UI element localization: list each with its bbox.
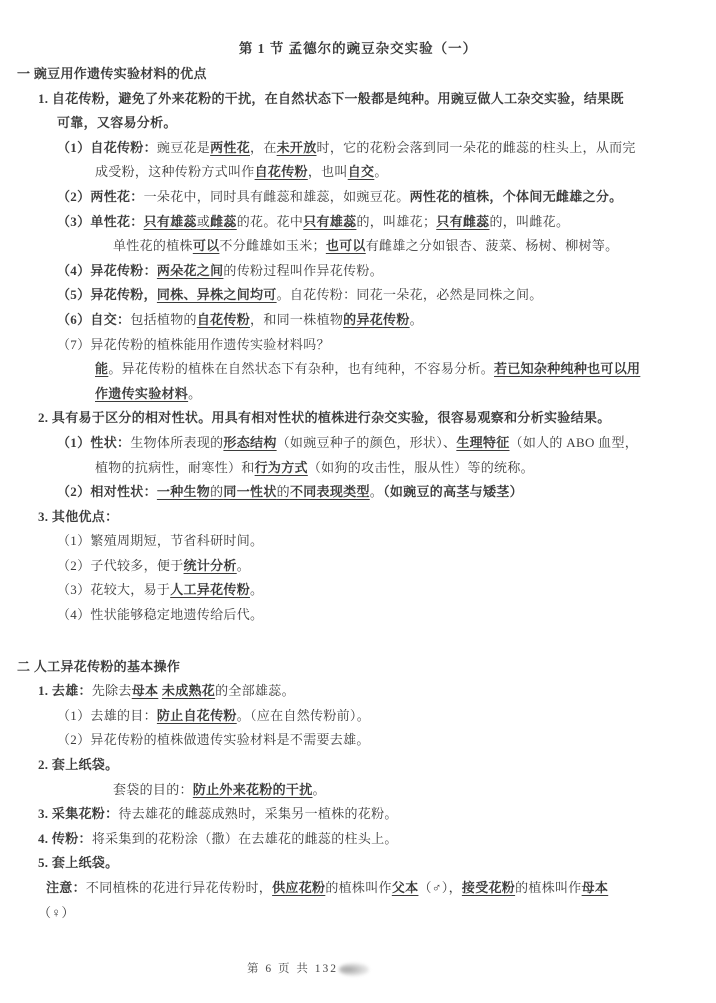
text-line [0,827,716,852]
redaction-smudge [339,963,369,976]
text-run: 若已知杂种纯种也可以用 [494,361,641,377]
text-run: 注意： [46,880,86,895]
text-line [0,778,716,803]
text-run: 。 [188,385,202,401]
text-run: （如狗的攻击性，服从性）等的统称。 [307,459,534,475]
text-run: 行为方式 [254,459,308,475]
text-run: 将采集到的花粉涂（撒）在去雄花的雌蕊的柱头上。 [91,830,398,846]
text-run: 时，它的花粉会落到同一朵花的雌蕊的柱头上，从而完 [316,139,636,155]
text-line [0,851,716,876]
text-run: 不分雌雄如玉米； [219,238,326,254]
text-run: 自花传粉 [196,311,251,327]
text-run: 1. 去雄： [38,683,92,699]
text-run: 2. 套上纸袋。 [38,757,119,773]
text-run: 接受花粉 [461,880,516,895]
text-run: 生理特征 [456,434,510,450]
text-line [0,480,716,505]
text-run: （5）异花传粉， [57,287,157,303]
text-run: 套袋的目的： [113,781,193,797]
text-run: 的植株叫作 [325,880,392,895]
page-title: 第 1 节 孟德尔的豌豆杂交实验（一） [238,41,478,56]
text-run: 作遗传实验材料 [95,385,189,401]
text-run: （2）相对性状： [57,484,157,500]
text-line [0,382,716,407]
text-run: 先除去 [91,683,132,699]
text-run: 一 豌豆用作遗传实验材料的优点 [17,66,207,81]
text-run: （6）自交： [57,311,131,327]
text-run: 。（应在自然传粉前）。 [236,707,371,723]
text-run: 1. 自花传粉，避免了外来花粉的干扰，在自然状态下一般都是纯种。用豌豆做人工杂交实验，结果既 [38,90,624,106]
text-run: （1）繁殖周期短，节省科研时间。 [57,533,264,549]
page-footer [0,960,716,976]
text-run: （4）异花传粉： [57,262,157,278]
text-line [0,505,716,530]
text-run: 成受粉，这种传粉方式叫作 [95,164,255,180]
text-line [0,185,716,210]
text-run: 同一性状 [223,484,277,500]
text-line [0,753,716,778]
text-run: 的花。花中 [236,213,304,229]
text-run: 人工异花传粉 [170,582,251,598]
text-run: 的传粉过程叫作异花传粉。 [223,262,384,278]
text-run: 。 [250,582,264,598]
text-line [0,578,716,603]
text-line [0,876,716,901]
text-line [0,160,716,185]
text-run: 统计分析 [183,557,237,573]
text-line [0,283,716,308]
text-line [0,431,716,456]
text-run: （1）自花传粉： [57,139,157,155]
text-run: 也可以 [325,238,366,254]
text-run: （4）性状能够稳定地遗传给后代。 [57,607,264,623]
text-run: 同株、异株之间均可 [156,287,277,303]
text-line [0,308,716,333]
text-run: （7）异花传粉的植株能用作遗传实验材料吗？ [57,336,330,352]
text-line [0,357,716,382]
text-line [0,259,716,284]
text-run: 。 [236,557,251,573]
text-run: 4. 传粉： [38,830,92,846]
text-run: 3. 采集花粉： [38,806,119,822]
text-line [0,679,716,704]
text-run: 能 [95,361,109,377]
text-run: 父本 [391,880,419,895]
text-run: （3）单性花： [57,213,144,229]
text-line [0,210,716,235]
text-run: 的全部雄蕊。 [215,683,295,699]
text-run: 不同植株的花进行异花传粉时， [85,880,273,895]
text-run: 的，叫雄花； [356,213,437,229]
text-run: （1）去雄的目： [57,707,157,723]
text-run: （1）性状： [57,434,131,450]
text-line [0,136,716,161]
text-run: 待去雄花的雌蕊成熟时，采集另一植株的花粉。 [118,806,398,822]
text-line [0,111,716,136]
text-run: 不同表现类型 [289,484,370,500]
text-run: 植物的抗病性，耐寒性）和 [95,459,255,475]
text-run: 。 [312,781,326,797]
text-run: 。自花传粉：同花一朵花，必然是同株之间。 [276,287,543,303]
text-run: 二 人工异花传粉的基本操作 [17,658,181,674]
text-line [0,704,716,729]
text-run: 雌蕊 [210,213,237,229]
text-run: （2）子代较多，便于 [57,557,184,573]
text-run: 两朵花之间 [156,262,224,278]
text-run: 未成熟花 [161,683,216,699]
text-run: 只有雄蕊 [303,213,357,229]
text-run: （♂）， [418,880,462,895]
text-run: （2）两性花： [57,188,144,204]
text-line [0,728,716,753]
footer-inner [247,963,369,975]
text-run: 一种生物 [156,484,211,500]
text-run: 。异花传粉的植株在自然状态下有杂种，也有纯种，不容易分析。 [108,361,495,377]
text-run: 防止自花传粉 [156,707,237,723]
text-run: 包括植物的 [130,311,197,327]
text-run: 的植株叫作 [515,880,582,895]
text-run: ，和同一株植物 [250,311,344,327]
text-run: 豌豆花是 [156,139,211,155]
text-run: 可靠，又容易分析。 [57,115,177,131]
text-run: ，在 [250,139,277,155]
text-line [0,802,716,827]
text-run: 防止外来花粉的干扰 [192,781,313,797]
footer-page-number: 第 6 页 共 132 [247,963,338,975]
text-line [0,554,716,579]
text-line [0,234,716,259]
text-run: （如豌豆的高茎与矮茎） [383,484,523,500]
text-run: 可以 [192,238,220,254]
text-run: 。 [409,311,423,327]
text-run: （2）异花传粉的植株做遗传实验材料是不需要去雄。 [57,732,370,748]
text-run: 的，叫雌花。 [489,213,570,229]
text-run: （3）花较大，易于 [57,582,171,598]
text-run: 3. 其他优点： [38,508,119,524]
text-run: 。 [374,164,388,180]
text-run: 或 [196,213,211,229]
text-line [0,529,716,554]
line-spacer [0,628,716,655]
text-run: 一朵花中，同时具有雌蕊和雄蕊，如豌豆花。 [143,188,410,204]
text-run: 有雌雄之分如银杏、菠菜、杨树、柳树等。 [365,238,619,254]
text-run: 自花传粉 [254,164,308,180]
text-line [0,603,716,628]
text-line [0,406,716,431]
text-line [0,655,716,680]
text-run: （♀） [38,904,75,920]
text-run: 2. 具有易于区分的相对性状。用具有相对性状的植株进行杂交实验，很容易观察和分析实验结果。 [38,410,611,426]
text-run: 两性花 [210,139,251,155]
text-run: 供应花粉 [272,880,326,895]
text-run: 两性花的植株，个体间无雌雄之分。 [409,188,623,204]
text-run: 的异花传粉 [343,311,410,327]
text-run: 母本 [581,880,609,895]
text-run: （如人的 ABO 血型， [509,434,639,450]
text-line [0,333,716,358]
text-run: 的 [276,484,290,500]
text-run: 只有雌蕊 [436,213,490,229]
text-run: 未开放 [276,139,317,155]
text-run: 单性花的植株 [113,238,193,254]
text-run: 。 [369,484,384,500]
text-run: 的 [210,484,224,500]
text-run: ，也叫 [307,164,348,180]
document-body [0,62,716,925]
text-run: 形态结构 [223,434,277,450]
text-run: （如豌豆种子的颜色，形状）、 [276,434,457,450]
text-run: 5. 套上纸袋。 [38,855,119,871]
text-run: 只有雄蕊 [143,213,197,229]
text-line [0,62,716,87]
text-line [0,87,716,112]
text-run: 母本 [131,683,159,699]
text-run: 生物体所表现的 [130,434,224,450]
text-run: 自交 [347,164,375,180]
text-line [0,901,716,926]
text-line [0,456,716,481]
